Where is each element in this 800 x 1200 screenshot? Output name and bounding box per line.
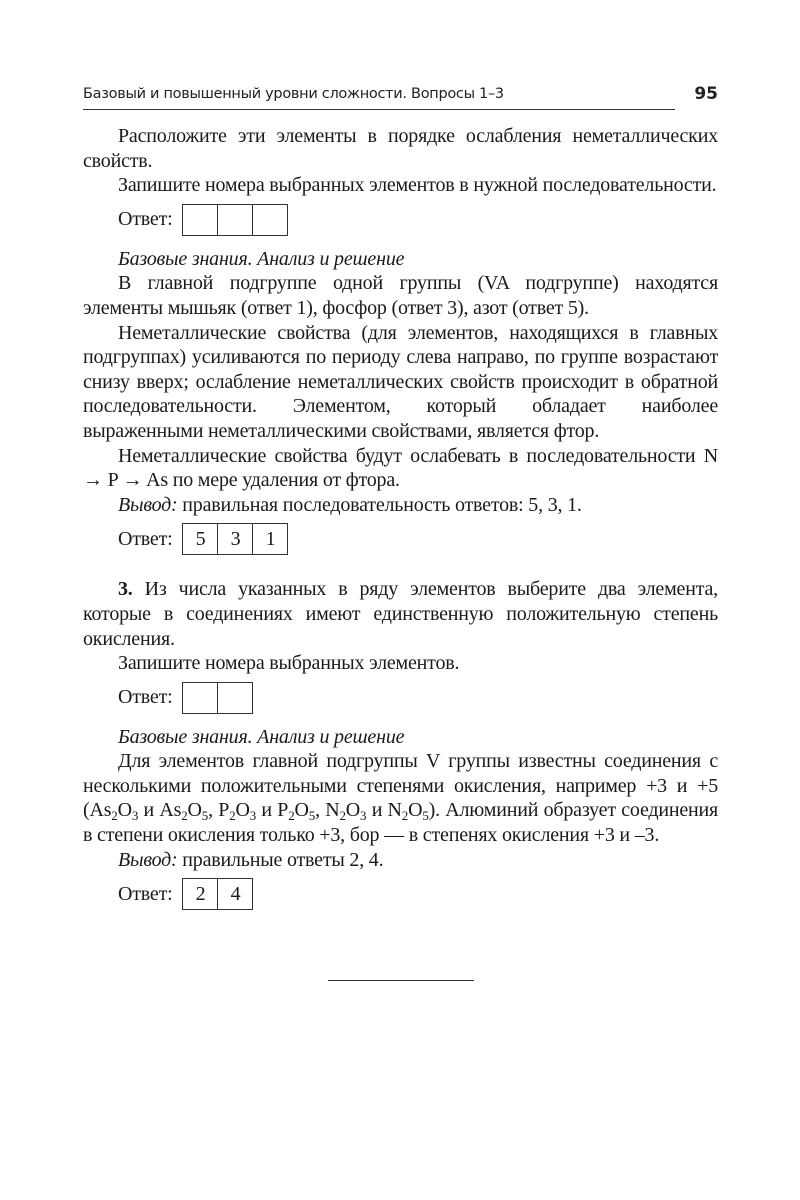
answer-cell	[253, 205, 287, 235]
formula: $N_2O_3$	[325, 799, 367, 824]
running-head	[83, 84, 718, 110]
answer-cell	[183, 205, 218, 235]
task2-conclusion	[83, 493, 718, 518]
task2-para-2: Неметаллические свойства (для элементов, находящихся в главных подгруппах) усиливаются по периоду слева направо, по группе возрастают снизу вверх; ослабление неметаллических свойств происходит в обратной последовательности. Элементом, который обладает наиболее выраженными неметаллическими свойствами, является фтор.	[83, 321, 718, 442]
answer-cell: 3	[218, 524, 253, 554]
formula: $P_2O_3$	[218, 799, 257, 824]
task2-analysis-heading: Базовые знания. Анализ и решение	[118, 247, 405, 270]
answer-cell	[218, 205, 253, 235]
answer-cells	[182, 204, 288, 236]
answer-label: Ответ:	[118, 882, 173, 905]
task3-question-text: Из числа указанных в ряду элементов выберите два элемента, которые в соединениях имеют единственную положительную степень окисления.	[83, 578, 718, 650]
task3-answer-blank	[83, 680, 718, 716]
task2-para-1: В главной подгруппе одной группы (VA подгруппе) находятся элементы мышьяк (ответ 1), фосфор (ответ 3), азот (ответ 5).	[83, 272, 718, 319]
answer-cell: 1	[265, 528, 276, 551]
conclusion-text: правильная последовательность ответов: 5, 3, 1.	[177, 493, 582, 516]
task3-instruction: Запишите номера выбранных элементов.	[118, 652, 460, 675]
text-run: Для элементов главной подгруппы V группы известны соединения с несколькими положительными степенями окисления, например +3 и +5 (	[83, 750, 718, 822]
conclusion-label: Вывод:	[118, 848, 178, 871]
answer-cell: 2	[183, 879, 218, 909]
task2-answer-filled	[83, 521, 718, 557]
page-number: 95	[694, 84, 718, 104]
answer-cells	[182, 878, 253, 910]
task3-answer-filled	[83, 876, 718, 912]
answer-cell: 4	[230, 882, 241, 905]
answer-label: Ответ:	[118, 528, 173, 551]
conclusion-text: правильные ответы 2, 4.	[177, 848, 384, 871]
task2-instruction-1: Расположите эти элементы в порядке ослабления неметаллических свойств.	[83, 125, 718, 172]
answer-cell	[218, 683, 252, 713]
task3-para-1: Для элементов главной подгруппы V группы известны соединения с несколькими положительными степенями окисления, например +3 и +5 ($As_2O_3$ и $As_2O_5$, $P_2O_3$ и $P_2O_5$, $N_2O_3$ и $N_2O_5$). Алюминий образует соединения в степени окисления только +3, бор — в степенях окисления +3 и –3.	[83, 750, 719, 847]
task3-question	[83, 577, 718, 651]
formula: $N_2O_5$	[387, 799, 429, 824]
header-rule	[83, 109, 675, 110]
answer-cell	[183, 683, 218, 713]
task3-conclusion	[83, 848, 718, 873]
running-head-title: Базовый и повышенный уровни сложности. Вопросы 1–3	[83, 86, 504, 102]
answer-label: Ответ:	[118, 208, 173, 231]
formula: $As_2O_3$	[89, 799, 139, 824]
text-run: ). Алюминий образует соединения в степени окисления только +3, бор — в степенях окисления +3 и –3.	[83, 799, 719, 847]
formula: $As_2O_5$	[159, 799, 209, 824]
section-end-rule	[328, 980, 474, 981]
answer-cell: 5	[183, 524, 218, 554]
answer-label: Ответ:	[118, 686, 173, 709]
task-number: 3.	[118, 578, 133, 601]
task3-analysis-heading: Базовые знания. Анализ и решение	[118, 725, 405, 748]
answer-cells	[182, 682, 253, 714]
formula: $P_2O_5$	[277, 799, 316, 824]
conclusion-label: Вывод:	[118, 493, 178, 516]
task2-instruction-2: Запишите номера выбранных элементов в нужной последовательности.	[118, 174, 717, 197]
task2-answer-blank	[83, 202, 718, 238]
task2-para-3: Неметаллические свойства будут ослабевать в последовательности N → P → As по мере удаления от фтора.	[83, 444, 718, 492]
answer-cells	[182, 523, 288, 555]
page-body	[83, 124, 718, 918]
